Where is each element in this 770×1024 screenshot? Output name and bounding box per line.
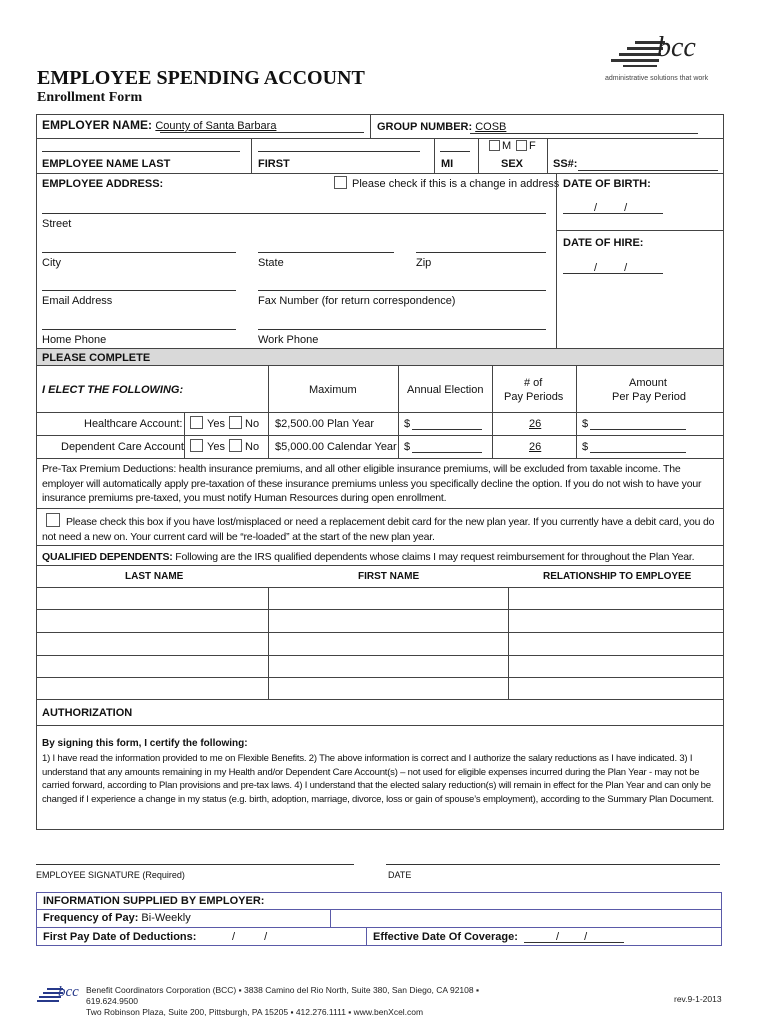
col-pay-periods-2: Pay Periods: [504, 391, 564, 403]
healthcare-no-checkbox[interactable]: [229, 416, 242, 429]
street-label: Street: [42, 218, 72, 230]
dependent-row-3[interactable]: [36, 655, 724, 656]
dependent-no-checkbox[interactable]: [229, 439, 242, 452]
last-name-line[interactable]: [42, 151, 240, 152]
dependents-intro-bold: QUALIFIED DEPENDENTS:: [42, 551, 173, 563]
form-subtitle: Enrollment Form: [37, 90, 143, 105]
employee-address-label: EMPLOYEE ADDRESS:: [42, 178, 164, 190]
dependent-yes-checkbox[interactable]: [190, 439, 203, 452]
dep-col-relationship: RELATIONSHIP TO EMPLOYEE: [543, 571, 692, 582]
frequency-row: [43, 912, 191, 925]
ss-input-line[interactable]: [578, 170, 718, 171]
bcc-logo-tagline: administrative solutions that work: [605, 75, 709, 82]
dependent-annual-dollar: $: [404, 441, 411, 453]
col-amount-2: Per Pay Period: [612, 391, 686, 403]
first-pay-value[interactable]: / /: [232, 931, 268, 943]
signature-label: EMPLOYEE SIGNATURE (Required): [36, 870, 185, 880]
authorization-title: AUTHORIZATION: [42, 707, 133, 719]
street-input-line[interactable]: [42, 213, 546, 214]
home-phone-label: Home Phone: [42, 334, 107, 346]
authorization-certify: By signing this form, I certify the following:: [42, 738, 248, 749]
footer-line-3: Two Robinson Plaza, Suite 200, Pittsburgh, PA 15205 ▪ 412.276.1111 ▪ www.benXcel.com: [86, 1007, 424, 1017]
healthcare-annual-dollar: $: [404, 418, 411, 430]
healthcare-yes-checkbox[interactable]: [190, 416, 203, 429]
zip-input-line[interactable]: [416, 252, 546, 253]
dob-label: DATE OF BIRTH:: [563, 178, 651, 190]
doh-label: DATE OF HIRE:: [563, 237, 644, 249]
dependent-annual-input[interactable]: [412, 452, 482, 453]
work-phone-label: Work Phone: [258, 334, 319, 346]
elect-label: I ELECT THE FOLLOWING:: [42, 384, 184, 396]
dependents-intro: [42, 551, 694, 564]
address-change-checkbox[interactable]: [334, 176, 347, 189]
email-label: Email Address: [42, 295, 113, 307]
dependent-row-2[interactable]: [36, 632, 724, 633]
dob-slashes: / /: [594, 202, 628, 214]
authorization-text: 1) I have read the information provided to me on Flexible Benefits. 2) The above information is correct and I authorize the salary reductions as I have indicated. 3) I understand that any amounts remaining in my Health and/or Dependent Care Account(s) – not used for eligible expenses incurred during the Plan Year - may not be carried forward, according to Plan provisions and pre-tax laws. 4) I understand that the elected salary reduction(s) will remain in effect for the Plan Year and can only be changed if I experience a change in my status (e.g. birth, adoption, marriage, divorce, loss or gain of spouse’s employment), according to the Summary Plan Document.: [42, 753, 714, 805]
col-maximum: Maximum: [309, 384, 357, 396]
col-pay-periods-1: # of: [524, 377, 543, 389]
signature-date-line[interactable]: [386, 864, 720, 865]
mi-line[interactable]: [440, 151, 470, 152]
debit-card-paragraph: Please check this box if you have lost/misplaced or need a replacement debit card for the new plan year. If you currently have a debit card, you do not need a new on. Your current card will be “re-loaded” at the start of the new plan year.: [42, 516, 715, 543]
dependent-amount-input[interactable]: [590, 452, 686, 453]
state-label: State: [258, 257, 284, 269]
first-name-label: FIRST: [258, 158, 290, 170]
city-label: City: [42, 257, 61, 269]
ss-label: SS#:: [553, 158, 578, 170]
doh-slashes: / /: [594, 262, 628, 274]
employer-name-label: EMPLOYER NAME:: [42, 118, 153, 132]
pretax-paragraph: Pre-Tax Premium Deductions: health insurance premiums, and all other eligible insurance premiums, will be excluded from taxable income. The employer will automatically apply pre-taxation of these insurance premiums unless you specifically decline the option. If you do not wish to have your insurance premiums pre-taxed, you must notify Human Resources during open enrollment.: [42, 463, 702, 504]
fax-label: Fax Number (for return correspondence): [258, 295, 456, 307]
dependents-intro-text: Following are the IRS qualified dependents whose claims I may request reimbursement for throughout the Plan Year.: [172, 551, 695, 563]
first-pay-label: First Pay Date of Deductions:: [43, 931, 197, 943]
sex-m-checkbox[interactable]: [489, 140, 500, 151]
last-name-label: EMPLOYEE NAME LAST: [42, 158, 171, 170]
home-phone-input-line[interactable]: [42, 329, 236, 330]
effective-value: / /: [556, 931, 588, 943]
bcc-logo: [605, 32, 715, 88]
dep-col-last: LAST NAME: [125, 571, 184, 582]
bcc-logo-text: bcc: [657, 32, 696, 63]
signature-line[interactable]: [36, 864, 354, 865]
work-phone-input-line[interactable]: [258, 329, 546, 330]
healthcare-amount-input[interactable]: [590, 429, 686, 430]
healthcare-no-label: No: [245, 418, 260, 430]
group-number-label: GROUP NUMBER:: [377, 121, 473, 133]
email-input-line[interactable]: [42, 290, 236, 291]
signature-date-label: DATE: [388, 870, 412, 880]
sex-m-label: M: [502, 140, 512, 152]
dependent-no-label: No: [245, 441, 260, 453]
healthcare-yes-label: Yes: [207, 418, 225, 430]
zip-label: Zip: [416, 257, 432, 269]
col-amount-1: Amount: [629, 377, 667, 389]
employer-name-row: [42, 119, 276, 133]
dependent-care-label: Dependent Care Account: [61, 441, 184, 453]
employer-info-title: INFORMATION SUPPLIED BY EMPLOYER:: [43, 895, 265, 907]
revision-label: rev.9-1-2013: [674, 994, 722, 1004]
footer-logo: [37, 984, 81, 1007]
city-input-line[interactable]: [42, 252, 236, 253]
dependent-row-1[interactable]: [36, 609, 724, 610]
dependent-periods: 26: [529, 441, 542, 453]
group-number-value: COSB: [475, 121, 507, 133]
healthcare-max: $2,500.00 Plan Year: [275, 418, 375, 430]
effective-label: Effective Date Of Coverage:: [373, 931, 518, 943]
sex-f-label: F: [529, 140, 536, 152]
first-name-line[interactable]: [258, 151, 420, 152]
please-complete-label: PLEASE COMPLETE: [42, 352, 151, 364]
healthcare-amount-dollar: $: [582, 418, 589, 430]
dependent-max: $5,000.00 Calendar Year: [275, 441, 397, 453]
footer-line-2: 619.624.9500: [86, 996, 138, 1006]
healthcare-account-label: Healthcare Account:: [84, 418, 183, 430]
dependent-row-4[interactable]: [36, 677, 724, 678]
footer-logo-text: bcc: [58, 984, 79, 1000]
healthcare-annual-input[interactable]: [412, 429, 482, 430]
employer-name-value: County of Santa Barbara: [155, 120, 277, 132]
state-input-line[interactable]: [258, 252, 394, 253]
sex-f-checkbox[interactable]: [516, 140, 527, 151]
frequency-value: Bi-Weekly: [141, 912, 191, 924]
healthcare-periods: 26: [529, 418, 542, 430]
col-annual-election: Annual Election: [407, 384, 484, 396]
address-change-label: Please check if this is a change in address: [352, 178, 560, 190]
dependent-row-5[interactable]: [36, 699, 724, 700]
fax-input-line[interactable]: [258, 290, 546, 291]
sex-label: SEX: [501, 158, 524, 170]
form-title: EMPLOYEE SPENDING ACCOUNT: [37, 67, 365, 89]
dep-col-first: FIRST NAME: [358, 571, 420, 582]
frequency-label: Frequency of Pay:: [43, 912, 139, 924]
dependent-amount-dollar: $: [582, 441, 589, 453]
footer-line-1: Benefit Coordinators Corporation (BCC) ▪ 3838 Camino del Rio North, Suite 380, San Diego, CA 92108 ▪: [86, 985, 479, 995]
mi-label: MI: [441, 158, 454, 170]
dependent-yes-label: Yes: [207, 441, 225, 453]
